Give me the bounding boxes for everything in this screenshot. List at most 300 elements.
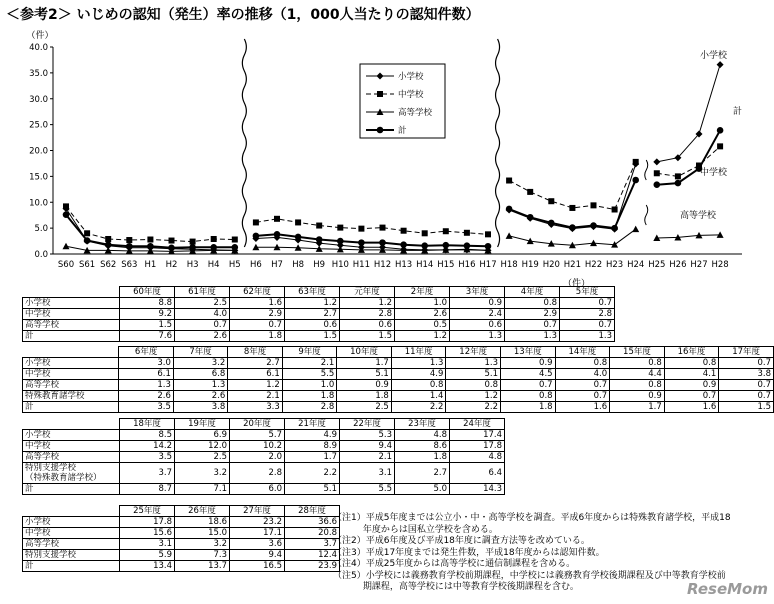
table-row-label: 計 (23, 561, 120, 572)
legend-marker (377, 127, 384, 134)
data-point-s3-6 (189, 244, 196, 251)
table-header-cell: 18年度 (120, 419, 175, 430)
table-header-cell: 25年度 (120, 506, 175, 517)
table-cell: 0.7 (555, 391, 610, 402)
data-point-s1-7 (211, 236, 217, 242)
table-cell: 2.6 (175, 331, 230, 342)
table-row-label: 中学校 (23, 369, 119, 380)
table-row (23, 550, 340, 561)
y-tick-label: 30.0 (29, 94, 48, 105)
table-cell: 4.0 (175, 309, 230, 320)
table-row (23, 391, 774, 402)
table-row-label: 特別支援学校 (23, 550, 120, 561)
table-cell: 0.8 (446, 380, 501, 391)
table-cell: 3.8 (719, 369, 774, 380)
table-cell: 3.2 (173, 358, 227, 369)
y-tick-label: 5.0 (34, 224, 48, 235)
table-cell: 3.1 (120, 539, 175, 550)
table-row (23, 561, 340, 572)
table-header-cell: 13年度 (501, 347, 556, 358)
table-cell: 1.2 (395, 331, 450, 342)
table-row-label: 小学校 (23, 430, 120, 441)
table-cell: 2.5 (175, 452, 230, 463)
table-cell: 0.8 (501, 391, 556, 402)
table-cell: 17.4 (450, 430, 505, 441)
table-cell: 3.6 (230, 539, 285, 550)
page-title: ＜参考2＞ いじめの認知（発生）率の推移（1，000人当たりの認知件数） (6, 7, 480, 23)
data-point-s3-10 (274, 231, 281, 238)
table-cell: 2.8 (230, 463, 285, 484)
table-cell: 2.5 (337, 402, 392, 413)
data-point-s2-0 (63, 243, 70, 250)
table-unit-label: （件） (563, 279, 591, 289)
table-cell: 2.7 (395, 463, 450, 484)
table-row-label: 高等学校 (23, 380, 119, 391)
x-tick-label: H24 (627, 260, 645, 270)
data-point-s1-27 (633, 159, 639, 165)
data-point-s3-3 (126, 243, 133, 250)
legend-label: 小学校 (398, 72, 424, 82)
table-row (23, 539, 340, 550)
data-point-s3-23 (548, 220, 555, 227)
data-point-s3-14 (358, 239, 365, 246)
table-cell: 2.5 (175, 298, 230, 309)
table-row-label: 中学校 (23, 528, 120, 539)
table-cell: 8.7 (120, 484, 175, 495)
table-row (23, 331, 615, 342)
table-row (23, 452, 505, 463)
table-cell: 3.7 (120, 463, 175, 484)
table-row (23, 402, 774, 413)
data-point-s1-20 (485, 231, 491, 237)
table-cell: 13.4 (120, 561, 175, 572)
footnote-line: （注3）平成17年度までは発生件数，平成18年度からは認知件数。 (333, 547, 605, 558)
table-cell: 4.1 (664, 369, 719, 380)
table-row (23, 380, 774, 391)
table-cell: 1.6 (230, 298, 285, 309)
table-cell: 14.3 (450, 484, 505, 495)
table-cell: 1.8 (501, 402, 556, 413)
table-cell: 6.9 (175, 430, 230, 441)
x-tick-label: S62 (100, 260, 117, 270)
table-cell: 7.6 (120, 331, 175, 342)
table-cell: 0.7 (719, 391, 774, 402)
table-cell: 2.2 (446, 402, 501, 413)
y-axis-label: （件） (26, 31, 54, 41)
data-point-s3-21 (506, 206, 513, 213)
series-line-1 (509, 162, 636, 210)
footnotes (333, 513, 731, 594)
table-cell: 3.0 (119, 358, 173, 369)
table-cell: 0.8 (505, 298, 560, 309)
table-header-cell: 61年度 (175, 287, 230, 298)
table-header-cell: 63年度 (285, 287, 340, 298)
data-point-s3-9 (253, 233, 260, 240)
footnote-line: （注2）平成6年度及び平成18年度に調査方法等を改めている。 (333, 536, 590, 546)
x-tick-label: H5 (228, 260, 241, 270)
table-cell: 1.7 (285, 452, 340, 463)
table-header-cell: 5年度 (560, 287, 615, 298)
table-cell: 15.0 (175, 528, 230, 539)
table-corner (23, 419, 120, 430)
series-line-1 (256, 219, 488, 235)
table-cell: 6.1 (228, 369, 282, 380)
footnote-line: （注1）平成5年度までは公立小・中・高等学校を調査。平成6年度からは特殊教育諸学校，平成18 (333, 513, 731, 523)
table-cell: 1.2 (228, 380, 282, 391)
data-point-s1-25 (591, 202, 597, 208)
table-cell: 1.3 (173, 380, 227, 391)
table-row-label: 計 (23, 331, 120, 342)
table-cell: 1.7 (610, 402, 665, 413)
axis-break-marker (645, 205, 648, 225)
data-point-s2-21 (506, 232, 513, 239)
table-cell: 0.9 (450, 298, 505, 309)
x-tick-label: H10 (331, 260, 349, 270)
table-row-label: 中学校 (23, 441, 120, 452)
table-cell: 2.1 (282, 358, 336, 369)
table-header-cell: 20年度 (230, 419, 285, 430)
data-point-s3-7 (210, 244, 217, 251)
table-cell: 3.2 (175, 463, 230, 484)
data-table-h25-h28 (22, 505, 340, 572)
x-tick-label: H13 (394, 260, 413, 270)
data-point-s1-8 (232, 237, 238, 243)
table-cell: 17.8 (120, 517, 175, 528)
x-tick-label: H25 (648, 260, 666, 270)
table-cell: 12.0 (175, 441, 230, 452)
table-cell: 2.7 (285, 309, 340, 320)
data-point-s1-22 (527, 189, 533, 195)
table-header-cell: 7年度 (173, 347, 227, 358)
watermark-logo: ReseMom (687, 580, 768, 598)
table-cell: 0.7 (501, 380, 556, 391)
data-point-s1-11 (295, 219, 301, 225)
x-tick-label: H28 (711, 260, 729, 270)
table-row-label: 高等学校 (23, 320, 120, 331)
x-tick-label: H23 (605, 260, 624, 270)
table-header-cell: 15年度 (610, 347, 665, 358)
table-cell: 1.0 (282, 380, 336, 391)
table-cell: 1.3 (505, 331, 560, 342)
x-tick-label: H15 (437, 260, 455, 270)
table-row-label: 高等学校 (23, 452, 120, 463)
y-tick-label: 0.0 (34, 250, 48, 260)
table-cell: 0.7 (560, 320, 615, 331)
table-row (23, 358, 774, 369)
table-cell: 4.8 (450, 452, 505, 463)
table-cell: 0.9 (664, 380, 719, 391)
table-cell: 1.0 (395, 298, 450, 309)
table-cell: 16.5 (230, 561, 285, 572)
table-cell: 1.8 (395, 452, 450, 463)
table-cell: 3.5 (119, 402, 173, 413)
x-tick-label: H3 (186, 260, 199, 270)
table-cell: 3.3 (228, 402, 282, 413)
table-cell: 4.9 (285, 430, 340, 441)
table-cell: 2.1 (340, 452, 395, 463)
table-row (23, 309, 615, 320)
table-header-cell: 14年度 (555, 347, 610, 358)
data-point-s3-1 (84, 237, 91, 244)
table-cell: 0.6 (340, 320, 395, 331)
table-header-cell: 11年度 (391, 347, 446, 358)
table-cell: 1.8 (230, 331, 285, 342)
table-cell: 14.2 (120, 441, 175, 452)
table-cell: 2.2 (391, 402, 446, 413)
x-tick-label: H17 (479, 260, 497, 270)
data-point-s1-19 (464, 230, 470, 236)
table-cell: 0.6 (450, 320, 505, 331)
table-cell: 0.7 (555, 380, 610, 391)
table-cell: 3.5 (120, 452, 175, 463)
x-tick-label: H20 (542, 260, 560, 270)
table-cell: 0.7 (719, 358, 774, 369)
data-point-s1-1 (84, 230, 90, 236)
table-cell: 6.4 (450, 463, 505, 484)
x-tick-label: H21 (563, 260, 582, 270)
table-row (23, 430, 505, 441)
table-cell: 0.8 (555, 358, 610, 369)
table-cell: 1.6 (555, 402, 610, 413)
data-table-s60-h5 (22, 286, 615, 342)
line-chart (0, 0, 774, 280)
table-header-cell: 28年度 (285, 506, 340, 517)
table-row-label: 特殊教育諸学校 (23, 391, 119, 402)
data-point-s1-13 (337, 225, 343, 231)
x-tick-label: H16 (458, 260, 476, 270)
series-line-3 (256, 234, 488, 246)
data-point-s1-23 (548, 198, 554, 204)
axis-break-marker (645, 160, 648, 180)
x-tick-label: H2 (165, 260, 178, 270)
table-corner (23, 506, 120, 517)
series-line-3 (66, 215, 235, 248)
data-point-s3-11 (295, 234, 302, 241)
table-cell: 5.9 (120, 550, 175, 561)
data-point-s3-2 (105, 241, 112, 248)
table-row (23, 320, 615, 331)
data-point-s1-4 (147, 237, 153, 243)
table-cell: 2.7 (228, 358, 282, 369)
table-cell: 1.2 (285, 298, 340, 309)
table-cell: 1.3 (450, 331, 505, 342)
axis-break-marker (496, 39, 500, 247)
table-cell: 5.5 (340, 484, 395, 495)
table-cell: 0.9 (501, 358, 556, 369)
table-cell: 9.4 (230, 550, 285, 561)
table-cell: 1.5 (285, 331, 340, 342)
table-cell: 1.3 (391, 358, 446, 369)
table-row-label: 小学校 (23, 298, 120, 309)
table-cell: 9.4 (340, 441, 395, 452)
table-cell: 5.1 (446, 369, 501, 380)
data-point-s3-25 (590, 222, 597, 229)
y-tick-label: 35.0 (29, 68, 48, 79)
x-tick-label: H26 (669, 260, 687, 270)
y-tick-label: 20.0 (29, 146, 48, 157)
table-cell: 1.2 (340, 298, 395, 309)
table-cell: 15.6 (120, 528, 175, 539)
table-cell: 0.8 (391, 380, 446, 391)
table-header-cell: 62年度 (230, 287, 285, 298)
x-tick-label: H1 (144, 260, 157, 270)
legend-label: 高等学校 (398, 108, 433, 118)
table-cell: 5.0 (395, 484, 450, 495)
data-point-s0-28 (653, 158, 660, 165)
data-point-s3-22 (527, 214, 534, 221)
table-cell: 2.4 (450, 309, 505, 320)
table-cell: 0.7 (719, 380, 774, 391)
data-point-s1-6 (190, 239, 196, 245)
footnote-line: 期課程，高等学校には中等教育学校後期課程を含む。 (333, 582, 579, 592)
table-row-label: 中学校 (23, 309, 120, 320)
table-cell: 5.3 (340, 430, 395, 441)
table-cell: 3.8 (173, 402, 227, 413)
table-cell: 1.4 (391, 391, 446, 402)
data-point-s1-16 (401, 228, 407, 234)
x-tick-label: S63 (121, 260, 138, 270)
x-tick-label: S60 (57, 260, 75, 270)
table-cell: 1.2 (446, 391, 501, 402)
table-row (23, 528, 340, 539)
table-cell: 0.8 (610, 380, 665, 391)
table-cell: 1.8 (337, 391, 392, 402)
y-tick-label: 40.0 (29, 43, 48, 53)
table-cell: 5.5 (282, 369, 336, 380)
table-cell: 4.8 (395, 430, 450, 441)
series-annotation: 計 (733, 107, 743, 117)
data-point-s3-15 (379, 239, 386, 246)
data-point-s3-26 (611, 225, 618, 232)
data-point-s1-31 (717, 143, 723, 149)
data-point-s3-19 (464, 242, 471, 249)
table-header-cell: 4年度 (505, 287, 560, 298)
table-header-cell: 17年度 (719, 347, 774, 358)
data-point-s1-15 (380, 225, 386, 231)
table-row (23, 484, 505, 495)
x-tick-label: H27 (690, 260, 708, 270)
table-cell: 2.6 (173, 391, 227, 402)
table-corner (23, 287, 120, 298)
table-cell: 0.8 (610, 358, 665, 369)
table-cell: 7.3 (175, 550, 230, 561)
data-point-s3-16 (400, 241, 407, 248)
data-point-s3-4 (147, 243, 154, 250)
table-cell: 0.7 (560, 298, 615, 309)
y-tick-label: 15.0 (29, 172, 48, 183)
x-tick-label: H14 (416, 260, 434, 270)
table-cell: 2.2 (285, 463, 340, 484)
table-header-cell: 3年度 (450, 287, 505, 298)
table-cell: 0.7 (505, 320, 560, 331)
footnote-line: （注4）平成25年度からは高等学校に通信制課程を含める。 (333, 559, 576, 569)
table-header-cell: 60年度 (120, 287, 175, 298)
table-cell: 2.0 (230, 452, 285, 463)
table-cell: 5.7 (230, 430, 285, 441)
table-cell: 1.5 (340, 331, 395, 342)
table-header-cell: 19年度 (175, 419, 230, 430)
data-point-s3-29 (675, 180, 682, 187)
table-cell: 2.1 (228, 391, 282, 402)
table-cell: 4.4 (610, 369, 665, 380)
table-header-cell: 6年度 (119, 347, 173, 358)
table-row-label: 高等学校 (23, 539, 120, 550)
data-point-s3-8 (232, 244, 239, 251)
data-point-s3-24 (569, 224, 576, 231)
table-cell: 1.3 (119, 380, 173, 391)
data-point-s1-21 (506, 178, 512, 184)
x-tick-label: H9 (313, 260, 326, 270)
data-point-s1-17 (422, 230, 428, 236)
data-point-s3-0 (63, 211, 70, 218)
table-row (23, 441, 505, 452)
table-cell: 3.1 (340, 463, 395, 484)
data-table-h6-h17 (22, 346, 774, 413)
table-cell: 3.2 (175, 539, 230, 550)
y-tick-label: 10.0 (29, 198, 48, 209)
table-cell: 0.9 (337, 380, 392, 391)
table-cell: 4.9 (391, 369, 446, 380)
table-cell: 0.7 (230, 320, 285, 331)
table-header-cell: 9年度 (282, 347, 336, 358)
x-tick-label: H8 (292, 260, 305, 270)
data-point-s1-26 (612, 206, 618, 212)
data-point-s1-0 (63, 203, 69, 209)
table-cell: 6.8 (173, 369, 227, 380)
table-header-cell: 2年度 (395, 287, 450, 298)
table-cell: 0.9 (610, 391, 665, 402)
table-row (23, 463, 505, 484)
table-cell: 23.9 (285, 561, 340, 572)
y-tick-label: 25.0 (29, 120, 48, 131)
data-point-s1-10 (274, 216, 280, 222)
x-tick-label: H4 (207, 260, 220, 270)
table-cell: 6.0 (230, 484, 285, 495)
table-cell: 7.1 (175, 484, 230, 495)
table-cell: 5.1 (337, 369, 392, 380)
table-corner (23, 347, 119, 358)
table-cell: 17.8 (450, 441, 505, 452)
table-header-cell: 8年度 (228, 347, 282, 358)
table-cell: 17.1 (230, 528, 285, 539)
table-header-cell: 27年度 (230, 506, 285, 517)
x-tick-label: H11 (352, 260, 371, 270)
table-header-cell: 16年度 (664, 347, 719, 358)
series-line-0 (256, 237, 488, 250)
table-cell: 0.7 (175, 320, 230, 331)
table-row (23, 369, 774, 380)
table-header-cell: 26年度 (175, 506, 230, 517)
table-cell: 1.5 (719, 402, 774, 413)
table-cell: 2.8 (282, 402, 336, 413)
data-point-s3-5 (168, 244, 175, 251)
series-annotation: 高等学校 (680, 211, 717, 221)
footnote-line: 年度からは国私立学校を含める。 (333, 524, 498, 535)
x-tick-label: H6 (249, 260, 262, 270)
data-point-s1-3 (126, 237, 132, 243)
x-tick-label: H18 (500, 260, 518, 270)
data-point-s3-13 (337, 238, 344, 245)
data-point-s1-29 (675, 173, 681, 179)
table-cell: 18.6 (175, 517, 230, 528)
table-row (23, 517, 340, 528)
series-annotation: 小学校 (700, 51, 728, 61)
table-cell: 0.6 (285, 320, 340, 331)
table-cell: 36.6 (285, 517, 340, 528)
data-point-s3-31 (717, 127, 724, 134)
data-table-h18-h24 (22, 418, 505, 495)
table-cell: 10.2 (230, 441, 285, 452)
